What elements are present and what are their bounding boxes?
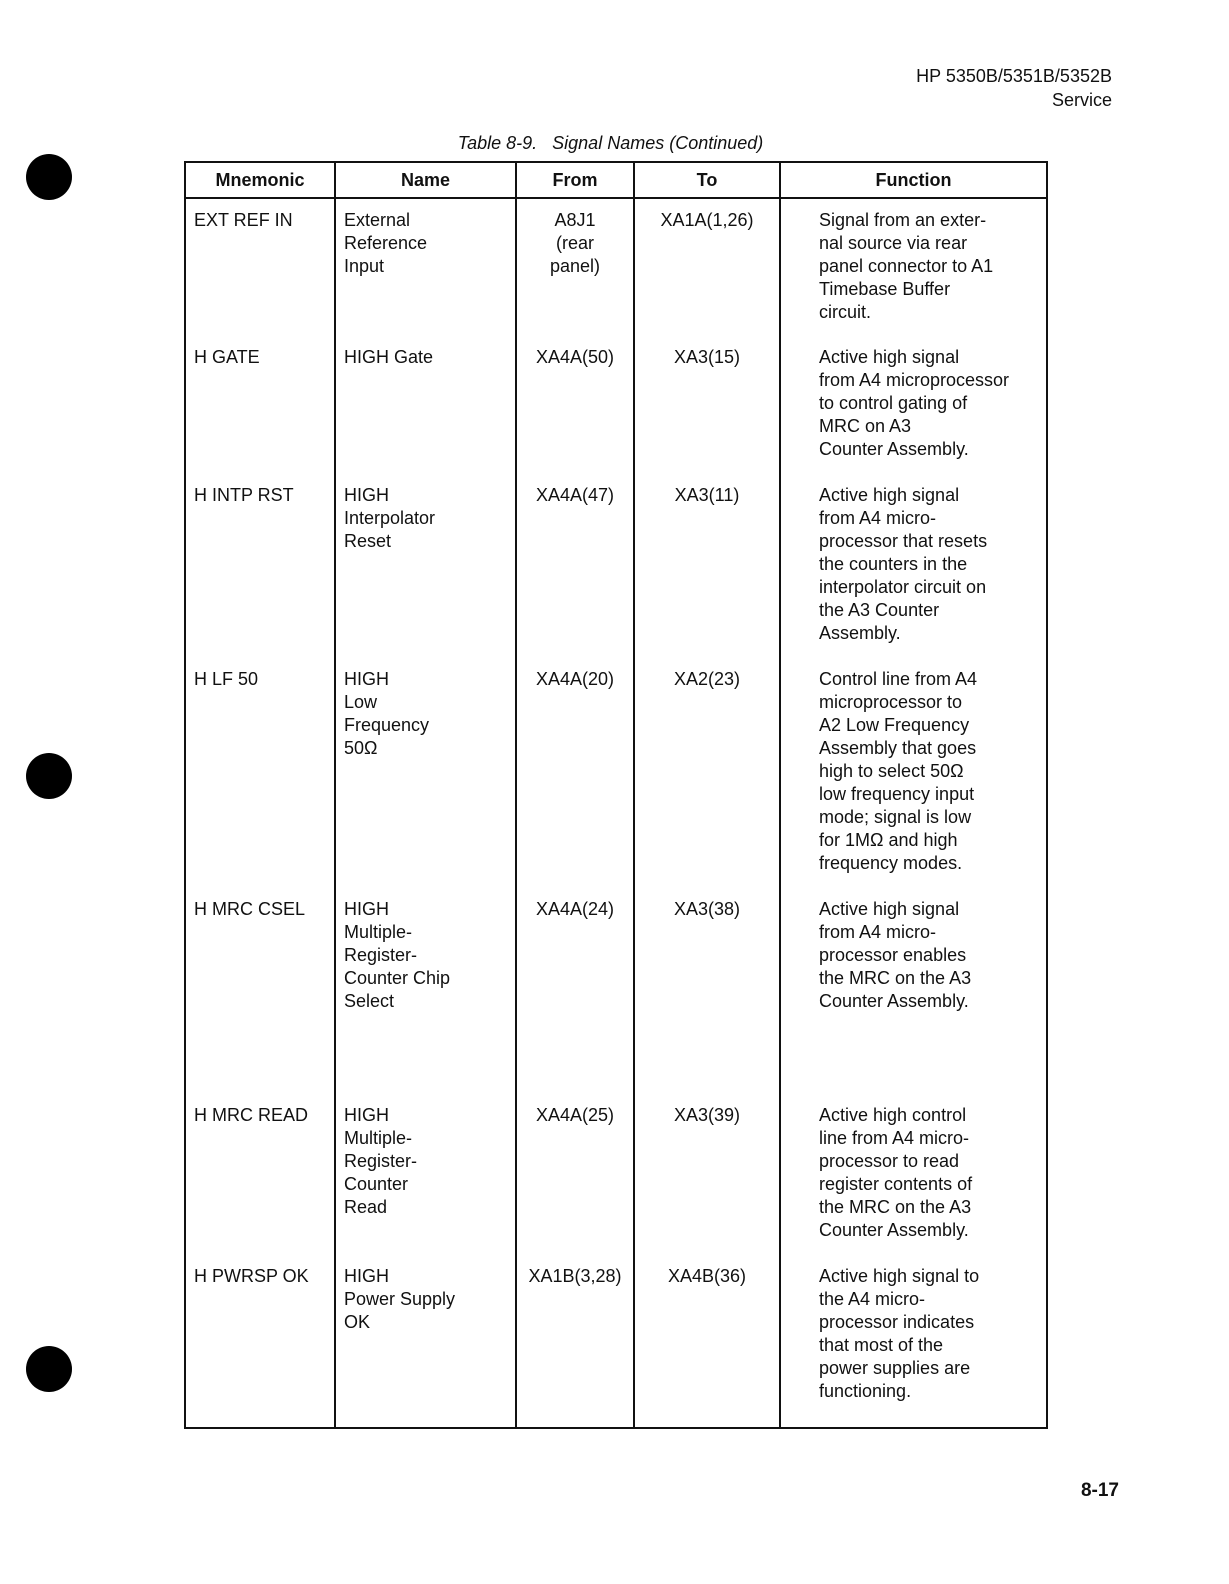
cell-function-line: the A4 micro- <box>819 1289 926 1309</box>
table-row <box>185 1255 1047 1428</box>
cell-function-line: from A4 micro- <box>819 508 937 528</box>
cell-name-line: Register- <box>344 1151 418 1171</box>
cell-function-line: Signal from an exter- <box>819 210 987 230</box>
col-header-from: From <box>516 162 634 198</box>
table-header-row <box>185 162 1047 198</box>
cell-from <box>516 198 634 336</box>
cell-function-line: Counter Assembly. <box>819 991 969 1011</box>
cell-function-line: MRC on A3 <box>819 416 912 436</box>
cell-function-line: Active high control <box>819 1105 967 1125</box>
page-number: 8-17 <box>1080 1480 1119 1501</box>
cell-to: XA3(38) <box>634 888 780 1094</box>
cell-name-line: Reset <box>344 531 392 551</box>
cell-from-line: panel) <box>549 256 601 276</box>
cell-function-line: from A4 microprocessor <box>819 370 1010 390</box>
cell-name-line: External <box>344 210 411 230</box>
cell-function-line: A2 Low Frequency <box>819 715 970 735</box>
table-title: Signal Names (Continued) <box>552 133 764 153</box>
cell-function <box>780 1255 1047 1428</box>
cell-from-line: XA1B(3,28) <box>528 1266 622 1286</box>
cell-function-line: processor that resets <box>819 531 988 551</box>
table-row <box>185 888 1047 1094</box>
cell-function-line: the A3 Counter <box>819 600 940 620</box>
table-row <box>185 198 1047 336</box>
cell-function-line: line from A4 micro- <box>819 1128 970 1148</box>
cell-name <box>335 198 516 336</box>
cell-mnemonic: H GATE <box>185 336 335 474</box>
cell-function-line: Active high signal <box>819 485 960 505</box>
cell-function-line: frequency modes. <box>819 853 963 873</box>
cell-name-line: Multiple- <box>344 922 413 942</box>
cell-to: XA1A(1,26) <box>634 198 780 336</box>
table-number: Table 8-9. <box>457 133 538 153</box>
cell-from <box>516 1094 634 1255</box>
cell-function-line: circuit. <box>819 302 872 322</box>
cell-function-line: Active high signal to <box>819 1266 980 1286</box>
cell-from-line: A8J1 <box>554 210 596 230</box>
cell-name <box>335 1255 516 1428</box>
cell-function-line: interpolator circuit on <box>819 577 987 597</box>
cell-mnemonic: H INTP RST <box>185 474 335 658</box>
cell-function <box>780 888 1047 1094</box>
cell-name-line: Power Supply <box>344 1289 456 1309</box>
cell-function-line: panel connector to A1 <box>819 256 994 276</box>
cell-from-line: XA4A(25) <box>535 1105 615 1125</box>
cell-function <box>780 658 1047 888</box>
cell-from <box>516 474 634 658</box>
cell-from-line: (rear <box>555 233 594 253</box>
cell-name-line: Input <box>344 256 385 276</box>
table-row <box>185 1094 1047 1255</box>
cell-from-line: XA4A(47) <box>535 485 615 505</box>
cell-name-line: Frequency <box>344 715 430 735</box>
cell-name-line: HIGH <box>344 485 389 505</box>
cell-mnemonic: H PWRSP OK <box>185 1255 335 1428</box>
cell-mnemonic: H MRC READ <box>185 1094 335 1255</box>
cell-name-line: HIGH Gate <box>344 347 434 367</box>
cell-name <box>335 474 516 658</box>
cell-function-line: Active high signal <box>819 347 960 367</box>
cell-function-line: the counters in the <box>819 554 968 574</box>
cell-function-line: for 1MΩ and high <box>819 830 958 850</box>
cell-function-line: high to select 50Ω <box>819 761 964 781</box>
col-header-to: To <box>634 162 780 198</box>
cell-function-line: nal source via rear <box>819 233 968 253</box>
col-header-name: Name <box>335 162 516 198</box>
cell-to: XA3(39) <box>634 1094 780 1255</box>
table-caption <box>0 133 1229 154</box>
cell-name-line: HIGH <box>344 669 389 689</box>
running-header <box>916 64 1112 112</box>
cell-function-line: Counter Assembly. <box>819 439 969 459</box>
table-row <box>185 658 1047 888</box>
cell-from <box>516 658 634 888</box>
cell-function-line: the MRC on the A3 <box>819 1197 972 1217</box>
cell-function-line: power supplies are <box>819 1358 971 1378</box>
cell-to: XA3(11) <box>634 474 780 658</box>
cell-name-line: Counter <box>344 1174 409 1194</box>
cell-name-line: 50Ω <box>344 738 378 758</box>
cell-function-line: functioning. <box>819 1381 912 1401</box>
binder-hole-top <box>26 154 72 200</box>
signal-names-table <box>184 161 1048 1429</box>
cell-name-line: Register- <box>344 945 418 965</box>
cell-function <box>780 1094 1047 1255</box>
col-header-function: Function <box>780 162 1047 198</box>
cell-mnemonic: H MRC CSEL <box>185 888 335 1094</box>
cell-function-line: the MRC on the A3 <box>819 968 972 988</box>
cell-from-line: XA4A(50) <box>535 347 615 367</box>
cell-name-line: Multiple- <box>344 1128 413 1148</box>
cell-from <box>516 336 634 474</box>
cell-from-line: XA4A(24) <box>535 899 615 919</box>
cell-name-line: Read <box>344 1197 388 1217</box>
cell-function-line: mode; signal is low <box>819 807 972 827</box>
binder-hole-bottom <box>26 1346 72 1392</box>
col-header-mnemonic: Mnemonic <box>185 162 335 198</box>
cell-function <box>780 336 1047 474</box>
cell-name-line: HIGH <box>344 1266 389 1286</box>
cell-to: XA2(23) <box>634 658 780 888</box>
cell-name-line: Select <box>344 991 395 1011</box>
cell-name-line: Reference <box>344 233 428 253</box>
cell-function-line: processor to read <box>819 1151 960 1171</box>
cell-function-line: low frequency input <box>819 784 975 804</box>
cell-function <box>780 198 1047 336</box>
cell-mnemonic: EXT REF IN <box>185 198 335 336</box>
cell-name <box>335 888 516 1094</box>
cell-function <box>780 474 1047 658</box>
cell-mnemonic: H LF 50 <box>185 658 335 888</box>
cell-function-line: microprocessor to <box>819 692 963 712</box>
cell-name-line: HIGH <box>344 1105 389 1125</box>
cell-name <box>335 336 516 474</box>
cell-function-line: register contents of <box>819 1174 973 1194</box>
cell-from-line: XA4A(20) <box>535 669 615 689</box>
cell-function-line: to control gating of <box>819 393 968 413</box>
cell-name <box>335 1094 516 1255</box>
cell-from <box>516 888 634 1094</box>
cell-name-line: OK <box>344 1312 371 1332</box>
cell-function-line: processor indicates <box>819 1312 975 1332</box>
header-section: Service <box>1051 90 1112 110</box>
binder-hole-middle <box>26 753 72 799</box>
table-row <box>185 474 1047 658</box>
cell-function-line: Assembly that goes <box>819 738 977 758</box>
table-row <box>185 336 1047 474</box>
cell-function-line: processor enables <box>819 945 967 965</box>
cell-function-line: from A4 micro- <box>819 922 937 942</box>
cell-name-line: Low <box>344 692 378 712</box>
cell-name-line: Interpolator <box>344 508 436 528</box>
cell-name-line: HIGH <box>344 899 389 919</box>
cell-function-line: Control line from A4 <box>819 669 978 689</box>
cell-from <box>516 1255 634 1428</box>
cell-function-line: Active high signal <box>819 899 960 919</box>
cell-name-line: Counter Chip <box>344 968 451 988</box>
cell-function-line: Timebase Buffer <box>819 279 951 299</box>
table-body <box>185 198 1047 1428</box>
cell-name <box>335 658 516 888</box>
cell-function-line: that most of the <box>819 1335 944 1355</box>
cell-function-line: Assembly. <box>819 623 901 643</box>
cell-function-line: Counter Assembly. <box>819 1220 969 1240</box>
cell-to: XA3(15) <box>634 336 780 474</box>
header-model: HP 5350B/5351B/5352B <box>916 66 1112 86</box>
cell-to: XA4B(36) <box>634 1255 780 1428</box>
